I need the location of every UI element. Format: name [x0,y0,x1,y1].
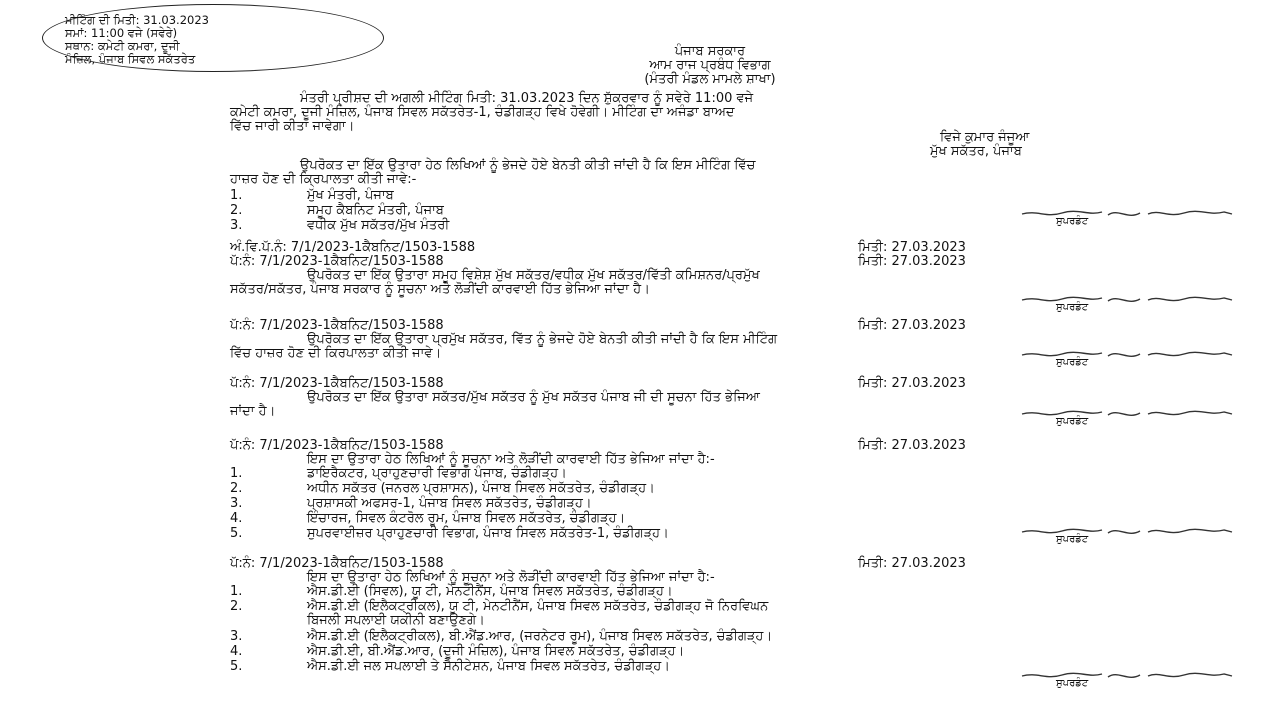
superintendent-title: ਸੁਪਰਡੰਟ [1056,357,1089,368]
superintendent-signature [1018,345,1248,371]
list-item: ਪ੍ਰਸ਼ਾਸਕੀ ਅਫਸਰ-1, ਪੰਜਾਬ ਸਿਵਲ ਸਕੱਤਰੇਤ, ਚੰਡੀਗੜ੍ਹ। [307,496,592,511]
section2-para-line1: ਉਪਰੋਕਤ ਦਾ ਇੱਕ ਉਤਾਰਾ ਸਮੂਹ ਵਿਸ਼ੇਸ਼ ਮੁੱਖ ਸਕੱਤਰ/ਵਧੀਕ ਮੁੱਖ ਸਕੱਤਰ/ਵਿੱਤੀ ਕਮਿਸ਼ਨਰ/ਪ੍ਰਮੁੱਖ [307,268,760,283]
list-item: ਐਸ.ਡੀ.ਈ (ਇਲੈਕਟ੍ਰੀਕਲ), ਯੂ ਟੀ, ਮੇਨਟੀਨੈਂਸ, ਪੰਜਾਬ ਸਿਵਲ ਸਕੱਤਰੇਤ, ਚੰਡੀਗੜ੍ਹ ਜੋ ਨਿਰਵਿਘਨ [307,599,769,614]
signatory-designation: ਮੁੱਖ ਸਕੱਤਰ, ਪੰਜਾਬ [930,144,1022,159]
reference-number: ਅੰ.ਵਿ.ਪੱ.ਨੰ: 7/1/2023-1ਕੈਬਨਿਟ/1503-1588 [230,240,476,255]
intro-line-3: ਵਿੱਚ ਜਾਰੀ ਕੀਤਾ ਜਾਵੇਗਾ। [230,119,355,134]
list-item: ਮੁੱਖ ਮੰਤਰੀ, ਪੰਜਾਬ [307,188,394,203]
reference-number: ਪੱ:ਨੰ: 7/1/2023-1ਕੈਬਨਿਟ/1503-1588 [230,376,444,391]
section3-para-line1: ਉਪਰੋਕਤ ਦਾ ਇੱਕ ਉਤਾਰਾ ਪ੍ਰਮੁੱਖ ਸਕੱਤਰ, ਵਿੱਤ ਨੂੰ ਭੇਜਦੇ ਹੋਏ ਬੇਨਤੀ ਕੀਤੀ ਜਾਂਦੀ ਹੈ ਕਿ ਇਸ ਮੀਟਿੰਗ [307,332,778,347]
meeting-info-oval [42,4,384,72]
reference-number: ਪੱ:ਨੰ: 7/1/2023-1ਕੈਬਨਿਟ/1503-1588 [230,318,444,333]
list-item: ਵਧੀਕ ਮੁੱਖ ਸਕੱਤਰ/ਮੁੱਖ ਮੰਤਰੀ [307,218,450,233]
meeting-place-line2: ਮੰਜ਼ਿਲ, ਪੰਜਾਬ ਸਿਵਲ ਸਕੱਤਰੇਤ [65,52,196,66]
list-item: ਡਾਇਰੈਕਟਰ, ਪ੍ਰਾਹੁਣਚਾਰੀ ਵਿਭਾਗ ਪੰਜਾਬ, ਚੰਡੀਗੜ੍ਹ। [307,466,567,481]
list-item: ਐਸ.ਡੀ.ਈ ਜਲ ਸਪਲਾਈ ਤੇ ਸੈਨੀਟੇਸ਼ਨ, ਪੰਜਾਬ ਸਿਵਲ ਸਕੱਤਰੇਤ, ਚੰਡੀਗੜ੍ਹ। [307,659,670,674]
signature-scribble [1018,290,1248,316]
signature-scribble [1018,345,1248,371]
superintendent-title: ਸੁਪਰਡੰਟ [1056,216,1089,227]
list-item: ਬਿਜਲੀ ਸਪਲਾਈ ਯਕੀਨੀ ਬਣਾਉਣਗੇ। [307,613,485,628]
meeting-date: ਮੀਟਿੰਗ ਦੀ ਮਿਤੀ: 31.03.2023 [65,13,209,27]
section5-para-line1: ਇਸ ਦਾ ਉਤਾਰਾ ਹੇਠ ਲਿਖਿਆਂ ਨੂੰ ਸੂਚਨਾ ਅਤੇ ਲੋੜੀਂਦੀ ਕਾਰਵਾਈ ਹਿੱਤ ਭੇਜਿਆ ਜਾਂਦਾ ਹੈ:- [307,452,715,467]
meeting-place-line1: ਸਥਾਨ: ਕਮੇਟੀ ਕਮਰਾ, ਦੂਜੀ [65,39,180,53]
list-item-number: 2. [230,599,243,614]
superintendent-signature [1018,666,1248,692]
reference-date: ਮਿਤੀ: 27.03.2023 [858,438,966,453]
section6-para-line1: ਇਸ ਦਾ ਉਤਾਰਾ ਹੇਠ ਲਿਖਿਆਂ ਨੂੰ ਸੂਚਨਾ ਅਤੇ ਲੋੜੀਂਦੀ ਕਾਰਵਾਈ ਹਿੱਤ ਭੇਜਿਆ ਜਾਂਦਾ ਹੈ:- [307,570,715,585]
reference-date: ਮਿਤੀ: 27.03.2023 [858,556,966,571]
list-item: ਐਸ.ਡੀ.ਈ, ਬੀ.ਐਂਡ.ਆਰ, (ਦੂਜੀ ਮੰਜ਼ਿਲ), ਪੰਜਾਬ ਸਿਵਲ ਸਕੱਤਰੇਤ, ਚੰਡੀਗੜ੍ਹ। [307,644,685,659]
reference-date: ਮਿਤੀ: 27.03.2023 [858,376,966,391]
list-item-number: 2. [230,203,243,218]
list-item-number: 1. [230,584,243,599]
header-department: ਆਮ ਰਾਜ ਪ੍ਰਬੰਧ ਵਿਭਾਗ [649,58,771,73]
list-item-number: 1. [230,188,243,203]
list-item-number: 4. [230,644,243,659]
intro-line-1: ਮੰਤਰੀ ਪ੍ਰੀਸ਼ਦ ਦੀ ਅਗਲੀ ਮੀਟਿੰਗ ਮਿਤੀ: 31.03.2023 ਦਿਨ ਸ਼ੁੱਕਰਵਾਰ ਨੂੰ ਸਵੇਰੇ 11:00 ਵਜੇ [300,91,754,106]
superintendent-title: ਸੁਪਰਡੰਟ [1056,534,1089,545]
reference-date: ਮਿਤੀ: 27.03.2023 [858,254,966,269]
section3-para-line2: ਵਿੱਚ ਹਾਜ਼ਰ ਹੋਣ ਦੀ ਕਿਰਪਾਲਤਾ ਕੀਤੀ ਜਾਵੇ। [230,346,442,361]
list-item: ਐਸ.ਡੀ.ਈ (ਇਲੈਕਟ੍ਰੀਕਲ), ਬੀ.ਐਂਡ.ਆਰ, (ਜਰਨੇਟਰ ਰੂਮ), ਪੰਜਾਬ ਸਿਵਲ ਸਕੱਤਰੇਤ, ਚੰਡੀਗੜ੍ਹ। [307,629,773,644]
superintendent-title: ਸੁਪਰਡੰਟ [1056,678,1089,689]
signature-scribble [1018,522,1248,548]
list-item-number: 5. [230,526,243,541]
superintendent-signature [1018,404,1248,430]
list-item-number: 5. [230,659,243,674]
signature-scribble [1018,204,1248,230]
header-branch: (ਮੰਤਰੀ ਮੰਡਲ ਮਾਮਲੇ ਸ਼ਾਖਾ) [644,72,776,87]
meeting-time: ਸਮਾਂ: 11:00 ਵਜੇ (ਸਵੇਰੇ) [65,26,178,40]
superintendent-signature [1018,522,1248,548]
section4-para-line2: ਜਾਂਦਾ ਹੈ। [230,404,276,419]
reference-date: ਮਿਤੀ: 27.03.2023 [858,318,966,333]
section1-para-line1: ਉਪਰੋਕਤ ਦਾ ਇੱਕ ਉਤਾਰਾ ਹੇਠ ਲਿਖਿਆਂ ਨੂੰ ਭੇਜਦੇ ਹੋਏ ਬੇਨਤੀ ਕੀਤੀ ਜਾਂਦੀ ਹੈ ਕਿ ਇਸ ਮੀਟਿੰਗ ਵਿੱਚ [300,158,756,173]
list-item: ਐਸ.ਡੀ.ਈ (ਸਿਵਲ), ਯੂ ਟੀ, ਮੇਨਟੀਨੈਂਸ, ਪੰਜਾਬ ਸਿਵਲ ਸਕੱਤਰੇਤ, ਚੰਡੀਗੜ੍ਹ। [307,584,673,599]
list-item-number: 3. [230,496,243,511]
list-item-number: 3. [230,629,243,644]
superintendent-title: ਸੁਪਰਡੰਟ [1056,302,1089,313]
reference-number: ਪੱ:ਨੰ: 7/1/2023-1ਕੈਬਨਿਟ/1503-1588 [230,556,444,571]
list-item: ਅਧੀਨ ਸਕੱਤਰ (ਜਨਰਲ ਪ੍ਰਸ਼ਾਸਨ), ਪੰਜਾਬ ਸਿਵਲ ਸਕੱਤਰੇਤ, ਚੰਡੀਗੜ੍ਹ। [307,481,655,496]
signature-scribble [1018,666,1248,692]
list-item-number: 4. [230,511,243,526]
list-item-number: 1. [230,466,243,481]
list-item-number: 3. [230,218,243,233]
list-item: ਸਮੂਹ ਕੈਬਨਿਟ ਮੰਤਰੀ, ਪੰਜਾਬ [307,203,444,218]
list-item: ਇੰਚਾਰਜ, ਸਿਵਲ ਕੰਟਰੋਲ ਰੂਮ, ਪੰਜਾਬ ਸਿਵਲ ਸਕੱਤਰੇਤ, ਚੰਡੀਗੜ੍ਹ। [307,511,626,526]
reference-number: ਪੱ:ਨੰ: 7/1/2023-1ਕੈਬਨਿਟ/1503-1588 [230,254,444,269]
section1-para-line2: ਹਾਜ਼ਰ ਹੋਣ ਦੀ ਕ੍ਰਿਪਾਲਤਾ ਕੀਤੀ ਜਾਵੇ:- [230,172,417,187]
superintendent-title: ਸੁਪਰਡੰਟ [1056,416,1089,427]
intro-line-2: ਕਮੇਟੀ ਕਮਰਾ, ਦੂਜੀ ਮੰਜ਼ਿਲ, ਪੰਜਾਬ ਸਿਵਲ ਸਕੱਤਰੇਤ-1, ਚੰਡੀਗੜ੍ਹ ਵਿਖੇ ਹੋਵੇਗੀ। ਮੀਟਿੰਗ ਦਾ ਅਜੰਡਾ ਬਾਅਦ [230,105,735,120]
section4-para-line1: ਉਪਰੋਕਤ ਦਾ ਇੱਕ ਉਤਾਰਾ ਸਕੱਤਰ/ਮੁੱਖ ਸਕੱਤਰ ਨੂੰ ਮੁੱਖ ਸਕੱਤਰ ਪੰਜਾਬ ਜੀ ਦੀ ਸੂਚਨਾ ਹਿੱਤ ਭੇਜਿਆ [307,390,760,405]
list-item-number: 2. [230,481,243,496]
reference-date: ਮਿਤੀ: 27.03.2023 [858,240,966,255]
reference-number: ਪੱ:ਨੰ: 7/1/2023-1ਕੈਬਨਿਟ/1503-1588 [230,438,444,453]
header-government: ਪੰਜਾਬ ਸਰਕਾਰ [674,44,746,59]
list-item: ਸੁਪਰਵਾਈਜ਼ਰ ਪ੍ਰਾਹੁਣਚਾਰੀ ਵਿਭਾਗ, ਪੰਜਾਬ ਸਿਵਲ ਸਕੱਤਰੇਤ-1, ਚੰਡੀਗੜ੍ਹ। [307,526,669,541]
section2-para-line2: ਸਕੱਤਰ/ਸਕੱਤਰ, ਪੰਜਾਬ ਸਰਕਾਰ ਨੂੰ ਸੂਚਨਾ ਅਤੇ ਲੋੜੀਂਦੀ ਕਾਰਵਾਈ ਹਿੱਤ ਭੇਜਿਆ ਜਾਂਦਾ ਹੈ। [230,282,650,297]
superintendent-signature [1018,204,1248,230]
superintendent-signature [1018,290,1248,316]
signature-scribble [1018,404,1248,430]
signatory-name: ਵਿਜੇ ਕੁਮਾਰ ਜੰਜੂਆ [940,130,1030,145]
